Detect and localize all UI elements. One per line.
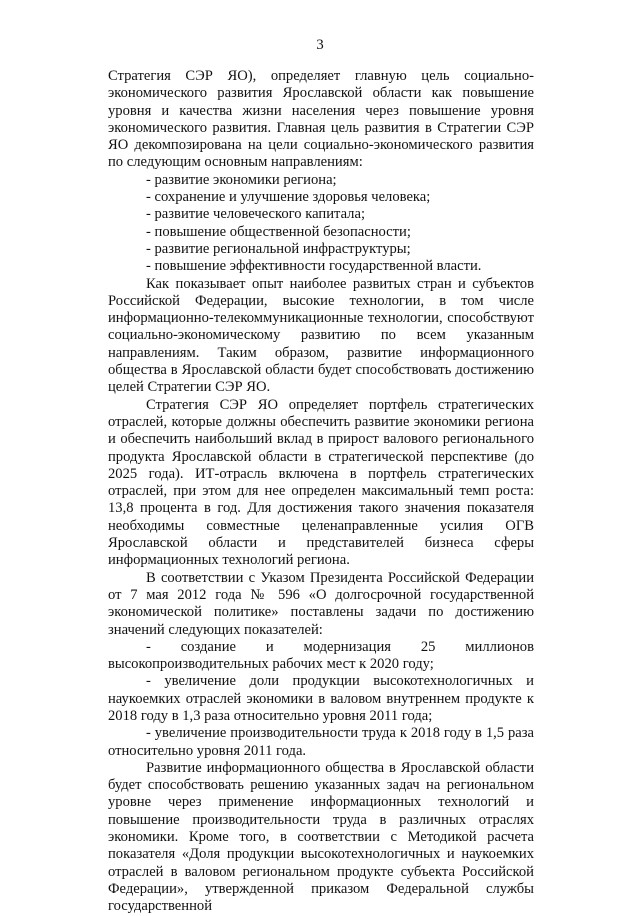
list-item: - увеличение доли продукции высокотехнологичных и наукоемких отраслей экономики в валовом внутреннем продукте к 2018 году в 1,3 раза относительно уровня 2011 года; [108, 673, 534, 724]
directions-list [108, 172, 534, 276]
document-body [108, 68, 534, 916]
paragraph-strategy-goal: Стратегия СЭР ЯО), определяет главную цель социально-экономического развития Ярославской области как повышение уровня и качества жизни населения через повышение уровня экономического развития. Главная цель развития в Стратегии СЭР ЯО декомпозирована на цели социально-экономического развития по следующим основным направлениям: [108, 68, 534, 171]
page-number: 3 [316, 37, 324, 53]
paragraph-information-society: Развитие информационного общества в Ярославской области будет способствовать решению указанных задач на региональном уровне через применение информационных технологий и повышение производительности труда в различных отраслях экономики. Кроме того, в соответствии с Методикой расчета показателя «Доля продукции высокотехнологичных и наукоемких отраслей в валовом региональном продукте субъекта Российской Федерации», утвержденной приказом Федеральной службы государственной [108, 759, 534, 915]
indicators-list [108, 639, 534, 760]
list-item: - развитие региональной инфраструктуры; [146, 240, 411, 257]
list-item: - развитие экономики региона; [146, 171, 337, 188]
list-item: - увеличение производительности труда к 2018 году в 1,5 раза относительно уровня 2011 года. [108, 725, 534, 759]
paragraph-high-tech: Как показывает опыт наиболее развитых стран и субъектов Российской Федерации, высокие технологии, в том числе информационно-телекоммуникационные технологии, способствуют социально-экономическому развитию по всем указанным направлениям. Таким образом, развитие информационного общества в Ярославской области будет способствовать достижению целей Стратегии СЭР ЯО. [108, 275, 534, 396]
list-item: - развитие человеческого капитала; [146, 206, 365, 223]
list-item: - повышение эффективности государственной власти. [146, 258, 482, 275]
paragraph-it-industry: Стратегия СЭР ЯО определяет портфель стратегических отраслей, которые должны обеспечить развитие экономики региона и обеспечить наибольший вклад в прирост валового регионального продукта Ярославской области в стратегической перспективе (до 2025 года). ИТ-отрасль включена в портфель стратегических отраслей, при этом для нее определен максимальный темп роста: 13,8 процента в год. Для достижения такого значения показателя необходимы совместные целенаправленные усилия ОГВ Ярославской области и представителей бизнеса сферы информационных технологий региона. [108, 396, 534, 569]
list-item: - сохранение и улучшение здоровья человека; [146, 189, 431, 206]
paragraph-presidential-decree: В соответствии с Указом Президента Российской Федерации от 7 мая 2012 года № 596 «О долгосрочной государственной экономической политике» поставлены задачи по достижению значений следующих показателей: [108, 569, 534, 638]
list-item: - повышение общественной безопасности; [146, 223, 411, 240]
list-item: - создание и модернизация 25 миллионов высокопроизводительных рабочих мест к 2020 году; [108, 638, 534, 673]
